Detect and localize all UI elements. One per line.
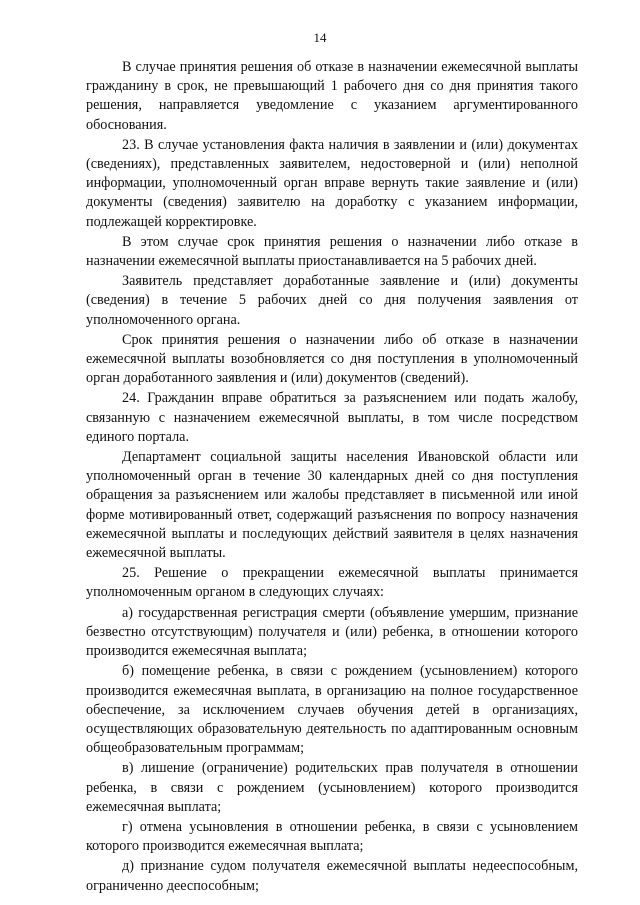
paragraph-23-suspension: В этом случае срок принятия решения о назначении либо отказе в назначении ежемесячной выплаты приостанавливается на 5 рабочих дней. — [86, 233, 578, 270]
list-item-v: в) лишение (ограничение) родительских прав получателя в отношении ребенка, в связи с рождением (усыновлением) которого производится ежемесячная выплата; — [86, 760, 578, 815]
paragraph-23-resubmission: Заявитель представляет доработанные заявление и (или) документы (сведения) в течение 5 рабочих дней со дня получения заявления от уполномоченного органа. — [86, 273, 578, 328]
list-item-b: б) помещение ребенка, в связи с рождением (усыновлением) которого производится ежемесячная выплата, в организацию на полное государственное обеспечение, за исключением случаев обучения детей в организациях, осуществляющих образовательную деятельность по адаптированным основным общеобразовательным программам; — [86, 663, 578, 757]
list-item-g: г) отмена усыновления в отношении ребенка, в связи с усыновлением которого производится ежемесячная выплата; — [86, 818, 578, 855]
paragraph-23: 23. В случае установления факта наличия в заявлении и (или) документах (сведениях), представленных заявителем, недостоверной и (или) неполной информации, уполномоченный орган вправе вернуть такие заявление и (или) документы (сведения) заявителю на доработку с указанием информации, подлежащей корректировке. — [86, 136, 578, 230]
page-number: 14 — [313, 30, 327, 45]
list-item-a: а) государственная регистрация смерти (объявление умершим, признание безвестно отсутствующим) получателя и (или) ребенка, в отношении которого производится ежемесячная выплата; — [86, 604, 578, 660]
paragraph-24-response: Департамент социальной защиты населения Ивановской области или уполномоченный орган в течение 30 календарных дней со дня поступления обращения за разъяснением или жалобы представляет в письменной или иной форме мотивированный ответ, содержащий разъяснения по вопросу назначения ежемесячной выплаты и последующих действий заявителя в целях назначения ежемесячной выплаты. — [86, 449, 578, 562]
paragraph-refusal-notice: В случае принятия решения об отказе в назначении ежемесячной выплаты гражданину в срок, не превышающий 1 рабочего дня со дня принятия такого решения, направляется уведомление с указанием аргументированного обоснования. — [86, 59, 578, 133]
list-item-d: д) признание судом получателя ежемесячной выплаты недееспособным, ограниченно дееспособным; — [86, 858, 578, 894]
paragraph-25: 25. Решение о прекращении ежемесячной выплаты принимается уполномоченным органом в следующих случаях: — [86, 565, 578, 601]
document-body — [86, 58, 578, 897]
paragraph-23-resumption: Срок принятия решения о назначении либо об отказе в назначении ежемесячной выплаты возобновляется со дня поступления в уполномоченный орган доработанного заявления и (или) документов (сведений). — [86, 331, 578, 387]
paragraph-24: 24. Гражданин вправе обратиться за разъяснением или подать жалобу, связанную с назначением ежемесячной выплаты, в том числе посредством единого портала. — [86, 390, 578, 445]
